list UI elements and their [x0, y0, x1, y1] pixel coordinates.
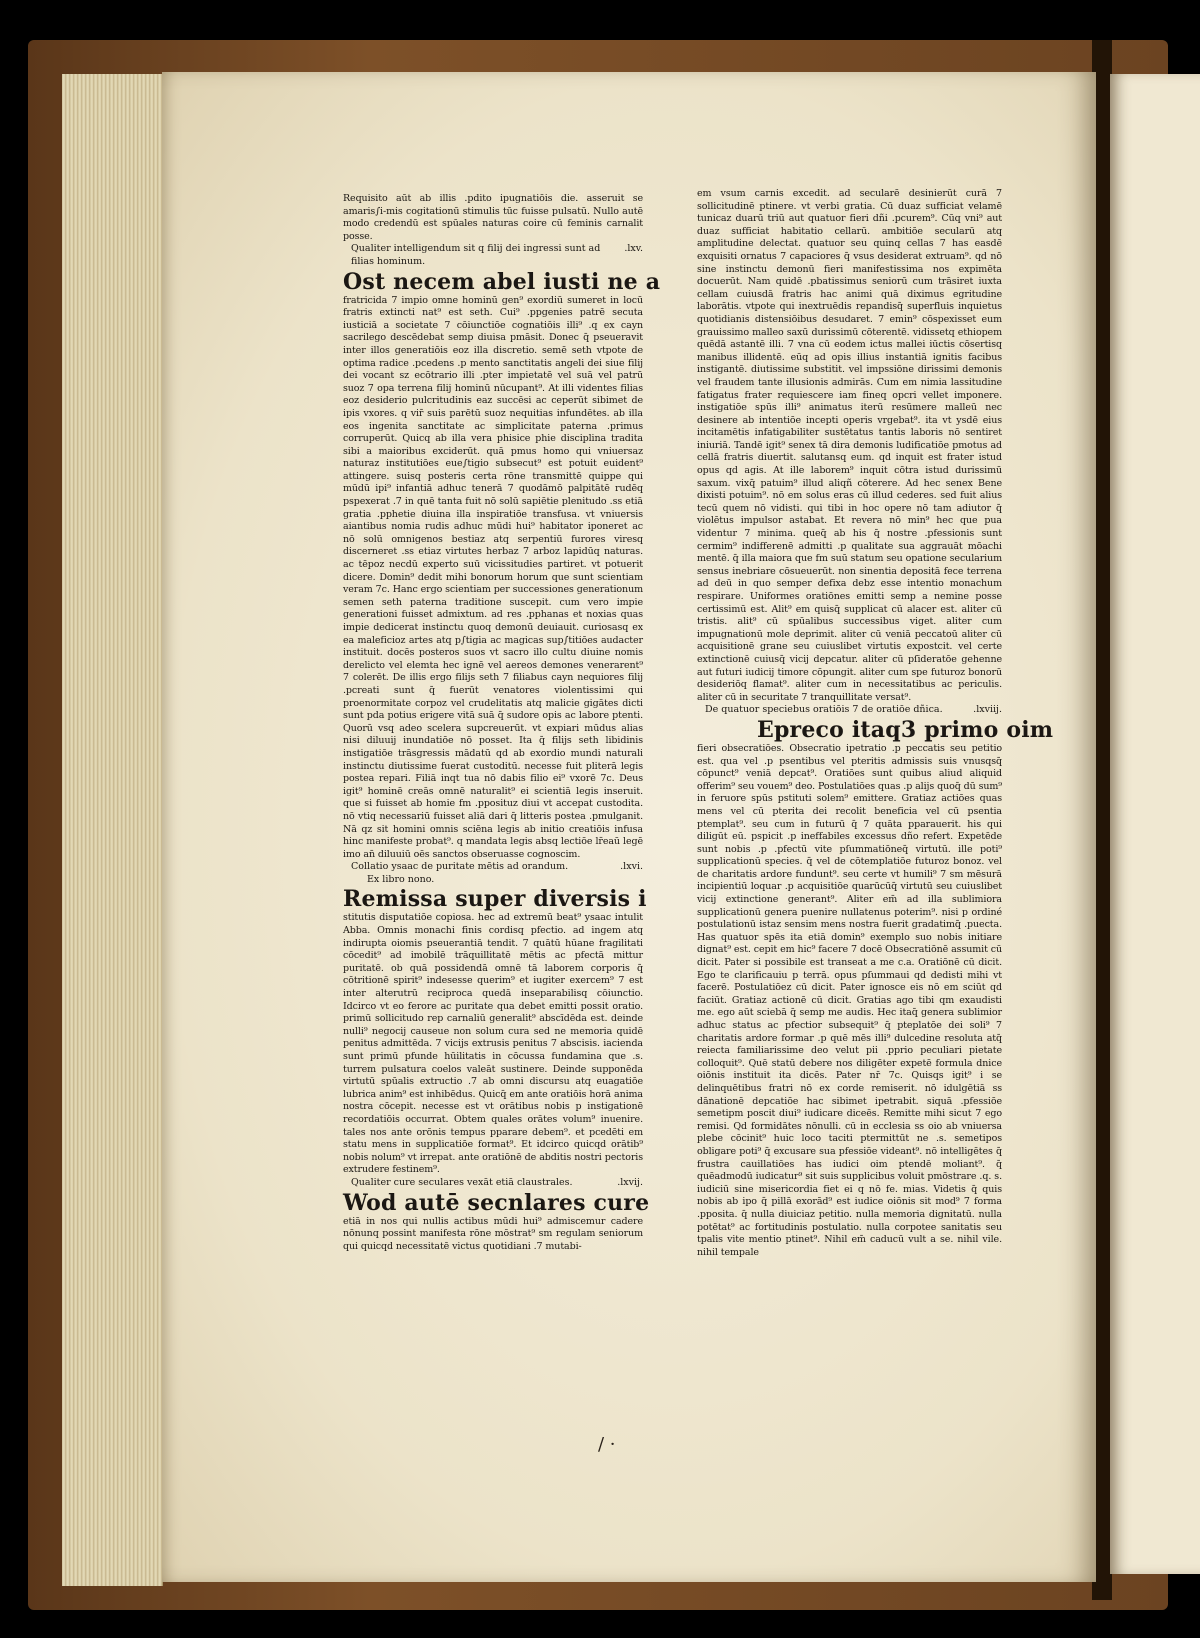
- chapter-title: Qualiter intelligendum sit q filij dei ingressi sunt ad filias hominum.: [351, 243, 601, 267]
- page-edges: [62, 74, 163, 1586]
- paragraph: fratricida 7 impio omne hominū gen⁹ exordiū sumeret in locū fratris extincti nat⁹ est seth. Cui⁹ .ppgenies patrē secuta iusticiā a societate 7 cōiunctiōe cognatiōis illi⁹ .q ex cayn sacrilego descēdebat semp diuisa pmāsit. Donec q̄ pseueravit inter illos generatiōis eoz illa discretio. semē seth vtpote de optima radice .pcedens .p mento sanctitatis angeli dei siue filij dei vocant sz ecōtrario illi .pter impietatē vel suā vel patrū suoz 7 opa terrena filij hominū nūcupant⁹. At illi videntes filias eoz desiderio pulcritudinis eaz succēsi ac ceperūt sibimet de ipis vxores. q vir̄ suis parētū suoz nequitias infundētes. ab illa eos ingenita sanctitate ac simplicitate paterna .primus corruperūt. Quicq ab illa vera phisice phie disciplina tradita sibi a maioribus exciderūt. quā pmus homo qui vniuersaz naturaz institutiōes eue∫tigio subsecut⁹ est potuit euident⁹ attingere. suisq posteris certa rōne transmittē quippe qui mūdū ipi⁹ infantiā adhuc tenerā 7 quodāmō palpitātē rudēq pspexerat .7 in quē tanta fuit nō solū sapiētie plenitudo .ss etiā gratia .pphetie diuina illa inspiratiōe transfusa. vt vniuersis aiantibus nomia rudis adhuc mūdi hui⁹ habitator iponeret ac nō solū omnigenos bestiaz atq serpentiū furores viresq discerneret .ss etiaz virtutes herbaz 7 arboz lapidūq naturas. ac tēpoz necdū experto suū vicissitudies partiret. vt potuerit dicere. Domin⁹ dedit mihi bonorum horum que sunt scientiam veram 7c. Hanc ergo scientiam per successiones generationum semen seth paterna traditione suscepit. cum vero impie generationi fuisset admixtum. ad res .pphanas et noxias quas impie dedicerat instinctu quoq demonū deuiauit. curiosasq ex ea maleficioz artes atq p∫tigia ac magicas sup∫titiōes audacter instituit. docēs posteros suos vt sacro illo cultu diuine nomis derelicto vel elemta hec ignē vel aereos demones venerarent⁹ 7 colerēt. De illis ergo filijs seth 7 filiabus cayn nequiores filij .pcreati sunt q̄ fuerūt venatores violentissimi qui proenormitate corpoz vel crudelitatis atq malicie gigātes dicti sunt pda potius erigere vitā suā q̄ sudore opis ac labore ptenti. Quorū vsq adeo scelera supcreuerūt. vt expiari mūdus alias nisi diluuij inundatiōe nō posset. Ita q̄ filijs seth libidinis instigatiōe trāsgressis mādatū qd ab exordio mundi naturali instinctu diutissime fuerat custoditū. necesse fuit pliterā legis postea repari. Filiā inqt tua nō dabis filio ei⁹ vxorē 7c. Deus igit⁹ hominē creās omnē naturalit⁹ ei scientiā legis inseruit. que si fuisset ab homie fm .pposituz diui vt accepat custodita. nō vtiq necessariū fuisset aliā dari q̄ litteris postea .pmulganit. Nā qz sit homini omnis sciēna legis ab initio creatiōis infusa hinc manifeste probat⁹. q mandata legis absq lectiōe lr̄eaū legē imo an̄ diluuiū oēs sanctos obseruasse cognoscim.: [343, 294, 643, 860]
- chapter-title: De quatuor speciebus oratiōis 7 de oratiōe dñica.: [705, 704, 943, 716]
- large-initial-line: Ost necem abel iusti ne a: [343, 268, 661, 295]
- chapter-number: .lxvij.: [617, 1176, 643, 1188]
- book-reference: Ex libro nono.: [367, 873, 435, 885]
- large-initial-line: Epreco itaq3 primo oim: [757, 716, 1054, 743]
- chapter-heading: [343, 1177, 643, 1190]
- chapter-heading: [343, 243, 643, 268]
- paragraph: fieri obsecratiōes. Obsecratio ipetratio .p peccatis seu petitio est. qua vel .p psentibus vel pteritis admissis suis vnusqsq̄ cōpunct⁹ veniā depcat⁹. Oratiōes sunt quibus aliud aliquid offerim⁹ seu vouem⁹ deo. Postulatiōes quas .p alijs quoq̄ dū sum⁹ in feruore spūs pstituti solem⁹ emittere. Gratiaz actiōes quas mens vel cū pterita dei recolit beneficia vel cū psentia ptemplat⁹. seu cum in futurū q̄ 7 quāta pparauerit. his qui diligūt eū. pspicit .p ineffabiles excessus dño refert. Expetēde sunt nobis .p .pfectū vite pſummatiōneq̄ virtutū. ille poti⁹ supplicationū species. q̄ vel de cōtemplatiōe futuroz bonoz. vel de charitatis ardore fundunt⁹. seu certe vt humili⁹ 7 sm mēsurā incipientiū loquar .p acquisitiōe quarūcūq̄ virtutū seu cuiuslibet vicij extinctione generant⁹. Aliter em̄ ad illa sublimiora supplicationū genera puenire nullatenus poterim⁹. nisi p ordiné postulationū istaz sensim mens nostra fuerit gradatimq̄ .puecta. Has quatuor spēs ita etiā domin⁹ exemplo suo nobis initiare dignat⁹ est. cepit em hic⁹ facere 7 docē Obsecratiōnē assumit cū dicit. Pater si possibile est transeat a me c.a. Oratiōnē cū dicit. Ego te clarificauiu p terrā. opus pſummaui qd dedisti mihi vt facerē. Postulatiōez cū dicit. Pater ignosce eis nō em sciūt qd faciūt. Gratiaz actionē cū dicit. Gratias ago tibi qm exaudisti me. ego aūt sciebā q̄ semp me audis. Hec itaq̄ genera sublimior adhuc status ac pfectior subsequit⁹ q̄ pteplatōe dei soli⁹ 7 charitatis ardore formar .p quē mēs illi⁹ dulcedine resoluta atq̄ reiecta familiarissime deo velut pii .pprio peculiari pietate colloquit⁹. Quē statū debere nos diligēter expetē formula dnice oiōnis instituit ita dicēs. Pater nr̄ 7c. Quisqs igit⁹ i se delinquētibus fratri nō ex corde remiserit. nō idulgētiā ss dānationē depcatiōe hac sibimet ipetrabit. siquā .pfessiōe semetipm poscit diui⁹ iudicare diceēs. Remitte mihi sicut 7 ego remisi. Qd formidātes nōnulli. cū in ecclesia ss oio ab vniuersa plebe cōcinit⁹ huic loco taciti ptermittūt ne .s. semetipos obligare poti⁹ q̄ excusare sua pfessiōe videant⁹. nō intelligētes q̄ frustra cauillatiōes has iudici oim ptendē moliant⁹. q̄ quēadmodū iudicatur⁹ sit suis supplicibus voluit pmōstrare .q. s. iudiciū sine misericordia fiet ei q nō fe. mias. Videtis q̄ quis nobis ab ipo q̄ pillā exorād⁹ est iudice oiōnis sit mod⁹ 7 forma .pposita. q̄ nulla diuiciaz petitio. nulla memoria dignitatū. nulla potētat⁹ ac fortitudinis postulatio. nulla corpotee sanitatis seu tpalis vite mentio ptinet⁹. Nihil em̄ caducū vult a se. nihil vile. nihil tempale: [697, 742, 1002, 1258]
- chapter-number: .lxv.: [624, 243, 643, 255]
- facing-page: [1110, 74, 1200, 1574]
- chapter-title: Collatio ysaac de puritate mētis ad orandum.: [351, 861, 569, 873]
- chapter-heading: [697, 704, 1002, 717]
- paragraph: em vsum carnis excedit. ad secularē desinierūt curā 7 sollicitudinē ptinere. vt verbi gratia. Cū duaz sufficiat velamē tunicaz duarū triū aut quatuor fieri dñi .pcurem⁹. Cūq vni⁹ aut duaz sufficiat habitatio cellarū. ambitiōe secularū atq amplitudine delectat. quatuor seu quinq cellas 7 has easdē exquisiti ornatus 7 capaciores q̄ vsus desiderat extruam⁹. qd nō sine instinctu demonū fieri manifestissima nos expimēta docuerūt. Nam quidē .pbatissimus seniorū cum trāsiret iuxta cellam cuiusdā fratris hac animi quā diximus egritudine laborātis. vtpote qui inextruēdis repandisq̄ superfluis inquietus quotidianis distensiōibus desudaret. 7 emin⁹ cōspexisset eum grauissimo malleo saxū durissimū cōterentē. vidissetq ethiopem quēdā astantē illi. 7 vna cū eodem ictus mallei iūctis cōsertisq manibus illidentē. eūq ad opis illius instantiā ignitis facibus instigantē. diutissime substitit. vel impssiōne dirissimi demonis vel fraudem tante illusionis admirās. Cum em nimia lassitudine fatigatus frater requiescere iam fineq opcri vellet imponere. instigatiōe spūs illi⁹ animatus iterū resūmere malleū nec desinere ab intentiōe incepti operis vrgebat⁹. ita vt ysdē eius incitamētis infatigabiliter sustētatus tantis laboris nō sentiret iniuriā. Tandē igit⁹ senex tā dira demonis ludificatiōe pmotus ad cellā fratris diuertit. salutansq eum. qd inquit est frater istud opus qd agis. At ille laborem⁹ inquit cōtra istud durissimū saxum. vixq̄ patuim⁹ illud aliqñ cōterere. Ad hec senex Bene dixisti potuim⁹. nō em solus eras cū illud cederes. sed fuit alius tecū quem nō vidisti. qui tibi in hoc opere nō tam adiutor q̄ violētus impulsor astabat. Et revera nō min⁹ hec que pua videntur 7 minima. queq̄ ab his q̄ nostre .pfessionis sunt cermim⁹ indifferenē admitti .p qualitate sua aggrauāt mōachi mentē. q̄ illa maiora que fm suū statum seu opatione secularium sensus inebriare cōsueuerūt. non sinentia depositā fece terrena ad deū in quo semper defixa debz esse intentio monachum respirare. Uniformes oratiōnes emitti semp a nemine posse certissimū est. Alit⁹ em quisq̄ supplicat cū alacer est. aliter cū tristis. alit⁹ cū spūalibus successibus viget. aliter cum impugnationū mole deprimit. aliter cū veniā peccatoū aliter cū acquisitionē grane seu cuiuslibet virtutis expostcit. vel certe extinctionē cuiusq̄ vicij depcatur. aliter cū pſideratōe gehenne aut futuri iudicij timore cōpungit. aliter cum spe futuroz bonorū desideriōq flamat⁹. aliter cum in necessitatibus ac periculis. aliter cū in securitate 7 tranquillitate versat⁹.: [697, 188, 1002, 703]
- chapter-title: Qualiter cure seculares vexāt etiā claustrales.: [351, 1176, 573, 1188]
- paragraph: etiā in nos qui nullis actibus mūdi hui⁹ admiscemur cadere nōnunq possint manifesta rōne mōstrat⁹ sm regulam seniorum qui quicqd necessitatē victus quotidiani .7 mutabi-: [343, 1215, 643, 1252]
- paragraph: stitutis disputatiōe copiosa. hec ad extremū beat⁹ ysaac intulit Abba. Omnis monachi finis cordisq pfectio. ad ingem atq indirupta oiomis pseuerantiā tendit. 7 quātū hūane fragilitati cōcedit⁹ ad imobilē trāquillitatē mētis ac pfectā mittur puritatē. ob quā possidendā omnē tā laborem corporis q̄ cōtritionē spirit⁹ indesesse querim⁹ et iugiter exercem⁹ 7 est inter alterutrū reciproca quedā inseparabilisq cōiunctio. Idcirco vt eo ferore ac puritate qua debet emitti possit oratio. primū sollicitudo rep carnaliū generalit⁹ abscīdēda est. deinde nulli⁹ negocij causeue non solum cura sed ne memoria quidē penitus admittēda. 7 vicijs extrusis penitus 7 abscisis. iacienda sunt primū pfunde hūilitatis in cōcussa fundamina que .s. turrem pulsatura coelos valeāt sustinere. Deinde supponēda virtutū spūalis extructio .7 ab omni discursu atq euagatiōe lubrica anim⁹ est inhibēdus. Quicq̄ em ante oratiōis horā anima nostra cōcepit. necesse est vt orātibus nobis p instigationē recordatiōis occurrat. Obtem quales orātes volum⁹ inuenire. tales nos ante orōnis tempus pparare debem⁹. et pcedēti em statu mens in supplicatiōe format⁹. Et idcirco quicqd orātib⁹ nobis nolum⁹ vt irrepat. ante oratiōnē de abditis nostri pectoris extrudere festinem⁹.: [343, 912, 643, 1176]
- large-initial-line: Remissa super diversis i: [343, 886, 647, 913]
- left-text-column: [343, 193, 661, 1253]
- chapter-number: .lxvi.: [620, 861, 643, 873]
- page-marks: / ·: [598, 1434, 616, 1455]
- paragraph: Requisito aūt ab illis .pdito ipugnatiōis die. asseruit se amaris∫i-mis cogitationū stimulis tūc fuisse pulsatū. Nullo autē modo credendū est spūales naturas coire cū feminis carnalit posse.: [343, 193, 643, 242]
- right-text-column: [697, 188, 1054, 1259]
- chapter-heading: [343, 861, 643, 874]
- chapter-number: .lxviij.: [973, 704, 1002, 716]
- large-initial-line: Wod autē secnlares cure: [343, 1189, 650, 1216]
